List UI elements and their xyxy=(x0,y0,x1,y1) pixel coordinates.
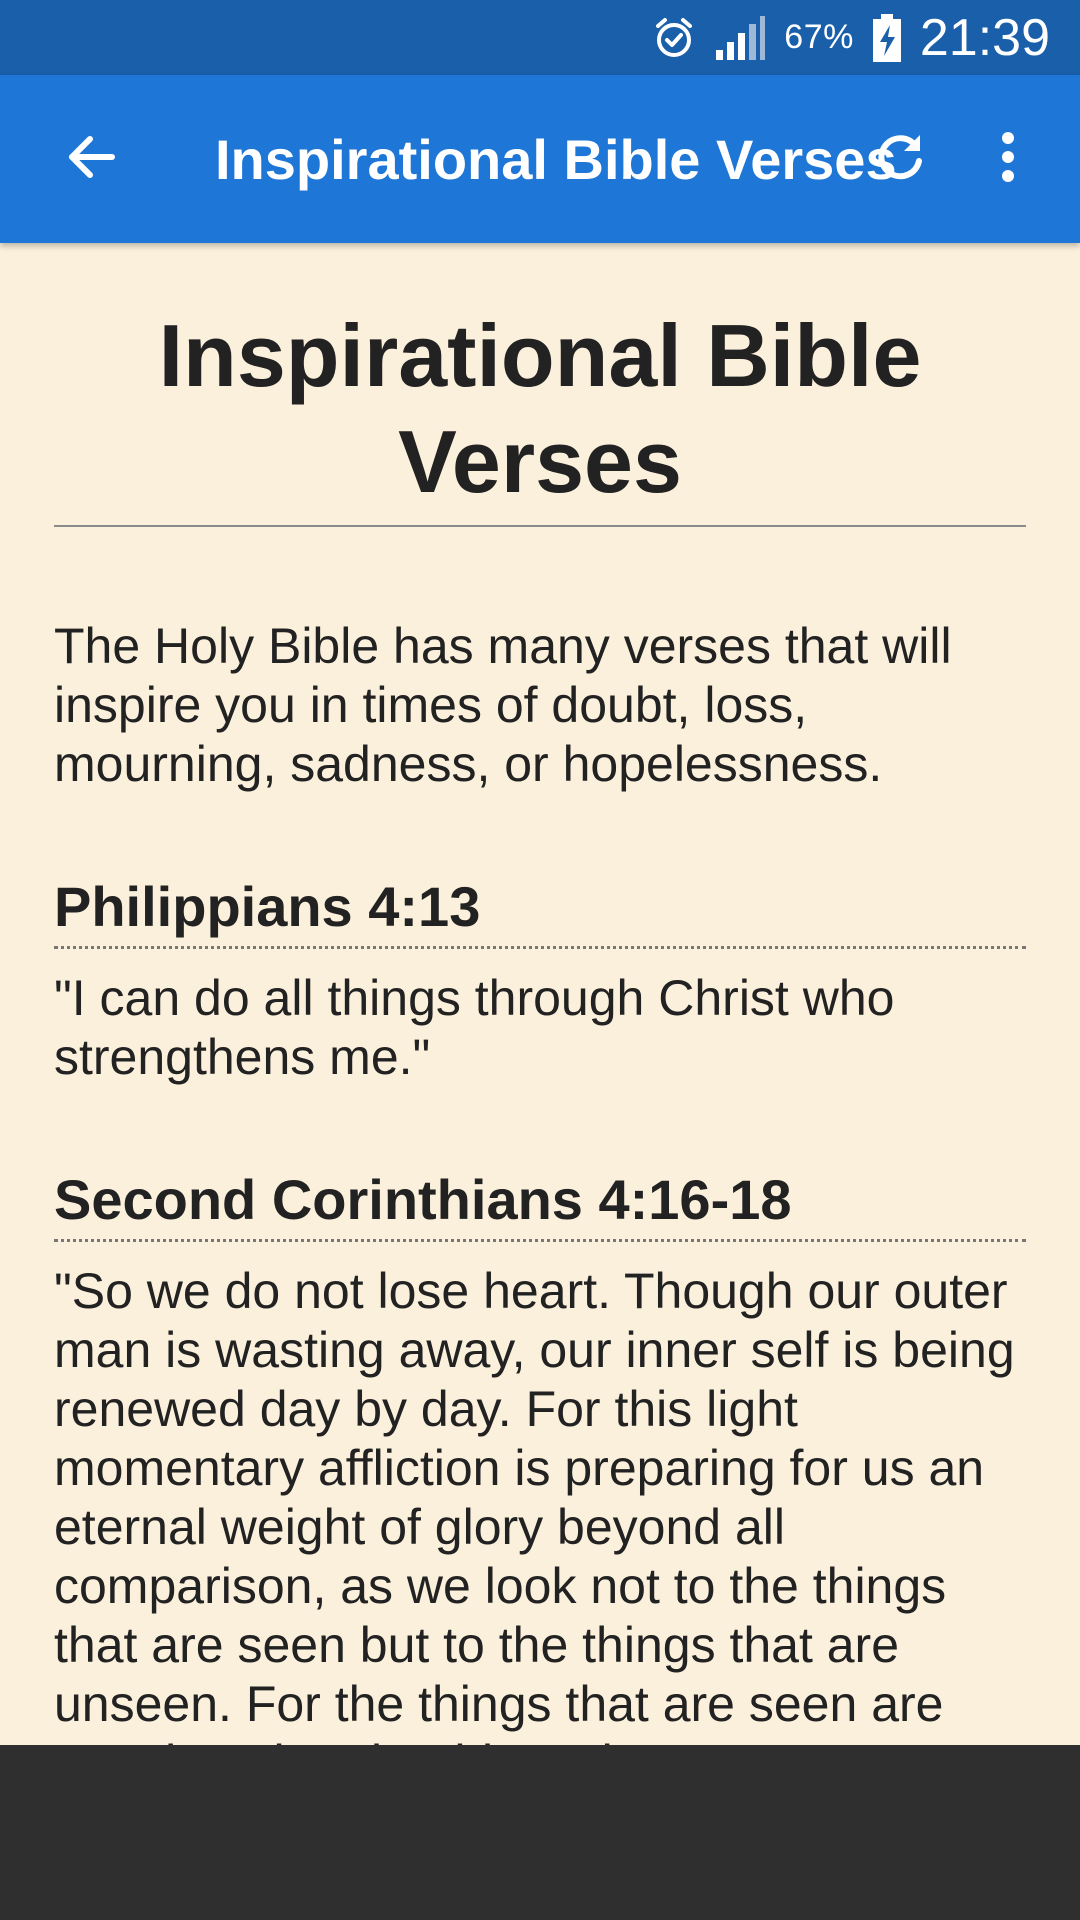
overflow-menu-button[interactable] xyxy=(968,119,1048,199)
alarm-clock-icon xyxy=(652,16,696,60)
arrow-back-icon xyxy=(64,131,116,188)
refresh-button[interactable] xyxy=(860,119,940,199)
cell-signal-icon xyxy=(714,14,766,62)
more-vertical-icon xyxy=(998,130,1018,189)
status-icons xyxy=(652,0,1050,75)
app-bar xyxy=(0,75,1080,243)
back-button[interactable] xyxy=(50,119,130,199)
status-time: 21:39 xyxy=(919,8,1050,67)
verse-text: "So we do not lose heart. Though our outer man is wasting away, our inner self is being renewed day by day. For this light momentary affliction is preparing for us an eternal weight of glory beyond all comparison, as we look not to the things that are seen but to the things that are unseen. For the things that are seen are xyxy=(54,1263,1015,1732)
navigation-bar xyxy=(0,1745,1080,1920)
article-content[interactable] xyxy=(54,243,1026,1745)
status-bar xyxy=(0,0,1080,75)
app-bar-title: Inspirational Bible Verses xyxy=(215,127,897,191)
verse-reference: Second Corinthians 4:16-18 xyxy=(54,1167,1026,1242)
page-title: Inspirational Bible Verses xyxy=(54,303,1026,527)
battery-charging-icon xyxy=(872,13,902,63)
verse-text: "I can do all things through Christ who strengthens me." xyxy=(54,970,895,1085)
intro-paragraph: The Holy Bible has many verses that will inspire you in times of doubt, loss, mourning, sadness, or hopelessness. xyxy=(54,618,952,792)
battery-percentage: 67% xyxy=(784,18,854,56)
refresh-icon xyxy=(873,130,927,189)
verse-reference: Philippians 4:13 xyxy=(54,874,1026,949)
